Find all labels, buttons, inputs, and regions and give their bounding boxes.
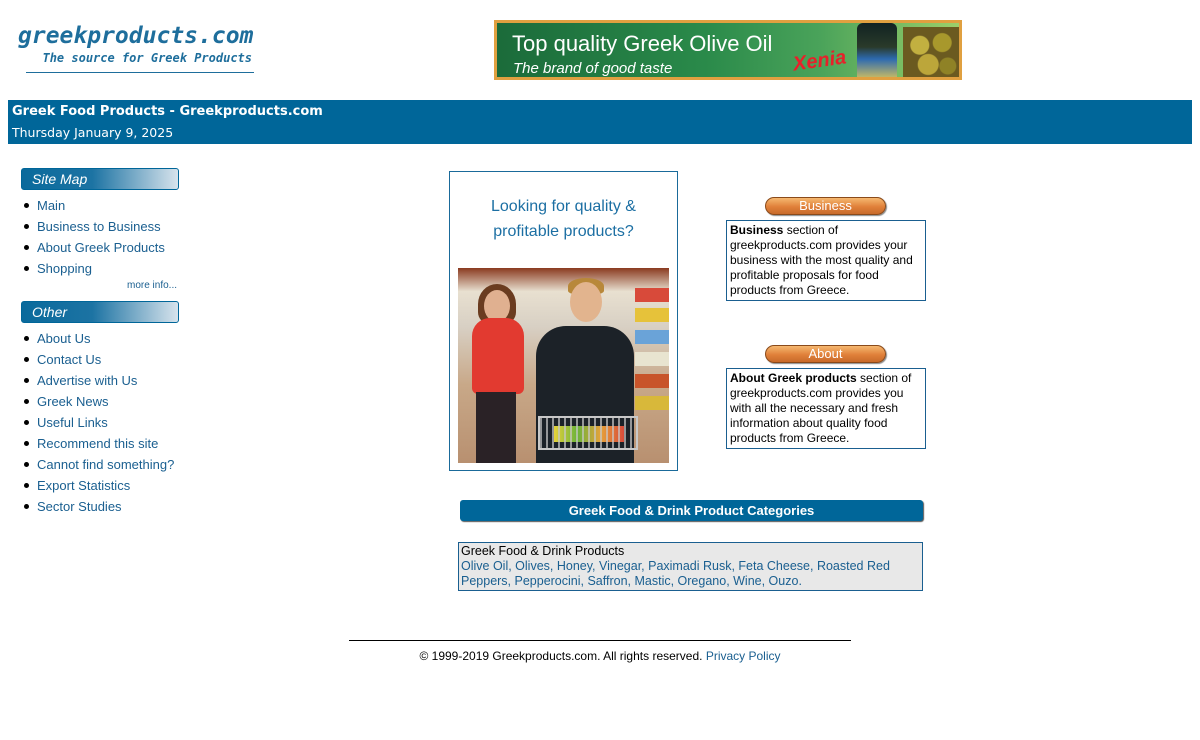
shelf-item [635, 330, 669, 344]
other-item-export-statistics[interactable] [24, 478, 174, 499]
sitemap-heading: Site Map [21, 168, 179, 190]
sitemap-item-shopping[interactable] [24, 261, 165, 282]
other-item-useful-links[interactable] [24, 415, 174, 436]
other-item-contact-us[interactable] [24, 352, 174, 373]
other-item-label: Useful Links [37, 415, 108, 430]
other-item-label: Recommend this site [37, 436, 159, 451]
bullet-icon [24, 483, 29, 488]
other-item-advertise[interactable] [24, 373, 174, 394]
page-header-bar [8, 100, 1192, 144]
shelf-item [635, 308, 669, 322]
business-button[interactable]: Business [765, 197, 886, 215]
categories-title[interactable]: Greek Food & Drink Products [461, 544, 625, 558]
other-item-label: Greek News [37, 394, 109, 409]
bullet-icon [24, 336, 29, 341]
shelf-item [635, 396, 669, 410]
other-item-sector-studies[interactable] [24, 499, 174, 520]
sitemap-item-business-to-business[interactable] [24, 219, 165, 240]
other-menu [24, 331, 174, 520]
sitemap-menu [24, 198, 165, 282]
shopping-cart-icon [538, 416, 638, 450]
categories-box [458, 542, 923, 591]
about-info-box [726, 368, 926, 449]
privacy-policy-link[interactable]: Privacy Policy [705, 649, 781, 663]
current-date: Thursday January 9, 2025 [12, 125, 174, 140]
feature-question-line: profitable products? [493, 223, 634, 240]
shopper-man-face [570, 282, 602, 322]
sitemap-item-label: About Greek Products [37, 240, 165, 255]
shopper-woman-legs [476, 392, 516, 463]
other-item-label: Contact Us [37, 352, 102, 367]
business-description: section of greekproducts.com provides your business with the most quality and profitable proposals for food products from Greece. [730, 223, 913, 297]
logo-name: greekproducts.com [18, 23, 254, 49]
bullet-icon [24, 378, 29, 383]
banner-subline: The brand of good taste [513, 60, 673, 77]
site-logo[interactable] [18, 22, 254, 73]
shoppers-photo [458, 268, 669, 463]
bullet-icon [24, 266, 29, 271]
bullet-icon [24, 245, 29, 250]
other-item-label: Export Statistics [37, 478, 131, 493]
footer-divider [349, 640, 851, 641]
other-item-about-us[interactable] [24, 331, 174, 352]
shelf-item [635, 374, 669, 388]
banner-headline: Top quality Greek Olive Oil [512, 31, 773, 56]
olive-oil-banner-ad[interactable] [494, 20, 962, 80]
other-item-label: Advertise with Us [37, 373, 138, 388]
bullet-icon [24, 462, 29, 467]
sitemap-item-label: Shopping [37, 261, 92, 276]
about-description: section of greekproducts.com provides you with all the necessary and fresh information about quality food products from Greece. [730, 371, 912, 445]
shelf-item [635, 352, 669, 366]
bullet-icon [24, 203, 29, 208]
other-heading: Other [21, 301, 179, 323]
logo-tagline: The source for Greek Products [26, 50, 254, 73]
more-info-link[interactable]: more info... [127, 280, 178, 291]
categories-links[interactable]: Olive Oil, Olives, Honey, Vinegar, Paximadi Rusk, Feta Cheese, Roasted Red Peppers, Pepperocini, Saffron, Mastic, Oregano, Wine, Ouzo. [461, 559, 890, 588]
feature-question-line: Looking for quality & [491, 198, 636, 215]
business-info-box [726, 220, 926, 301]
other-item-greek-news[interactable] [24, 394, 174, 415]
bullet-icon [24, 420, 29, 425]
olive-oil-bottle-icon [857, 23, 897, 80]
shopper-woman-shirt [472, 318, 524, 394]
sitemap-item-label: Main [37, 198, 66, 213]
categories-heading: Greek Food & Drink Product Categories [460, 500, 923, 521]
sitemap-item-about-greek-products[interactable] [24, 240, 165, 261]
other-item-recommend[interactable] [24, 436, 174, 457]
bullet-icon [24, 441, 29, 446]
copyright-text: © 1999-2019 Greekproducts.com. All rights reserved. [419, 649, 703, 663]
banner-brand: Xenia [791, 46, 848, 76]
bullet-icon [24, 399, 29, 404]
other-item-cannot-find[interactable] [24, 457, 174, 478]
business-bold-label: Business [730, 223, 784, 237]
about-button[interactable]: About [765, 345, 886, 363]
shelf-item [635, 288, 669, 302]
about-bold-label: About Greek products [730, 371, 857, 385]
feature-question [450, 194, 677, 244]
footer [349, 649, 851, 663]
olives-icon [903, 27, 959, 79]
sitemap-item-label: Business to Business [37, 219, 161, 234]
bullet-icon [24, 357, 29, 362]
other-item-label: Cannot find something? [37, 457, 175, 472]
other-item-label: About Us [37, 331, 91, 346]
other-item-label: Sector Studies [37, 499, 122, 514]
page-title: Greek Food Products - Greekproducts.com [12, 104, 323, 119]
bullet-icon [24, 504, 29, 509]
feature-box[interactable] [449, 171, 678, 471]
bullet-icon [24, 224, 29, 229]
sitemap-item-main[interactable] [24, 198, 165, 219]
